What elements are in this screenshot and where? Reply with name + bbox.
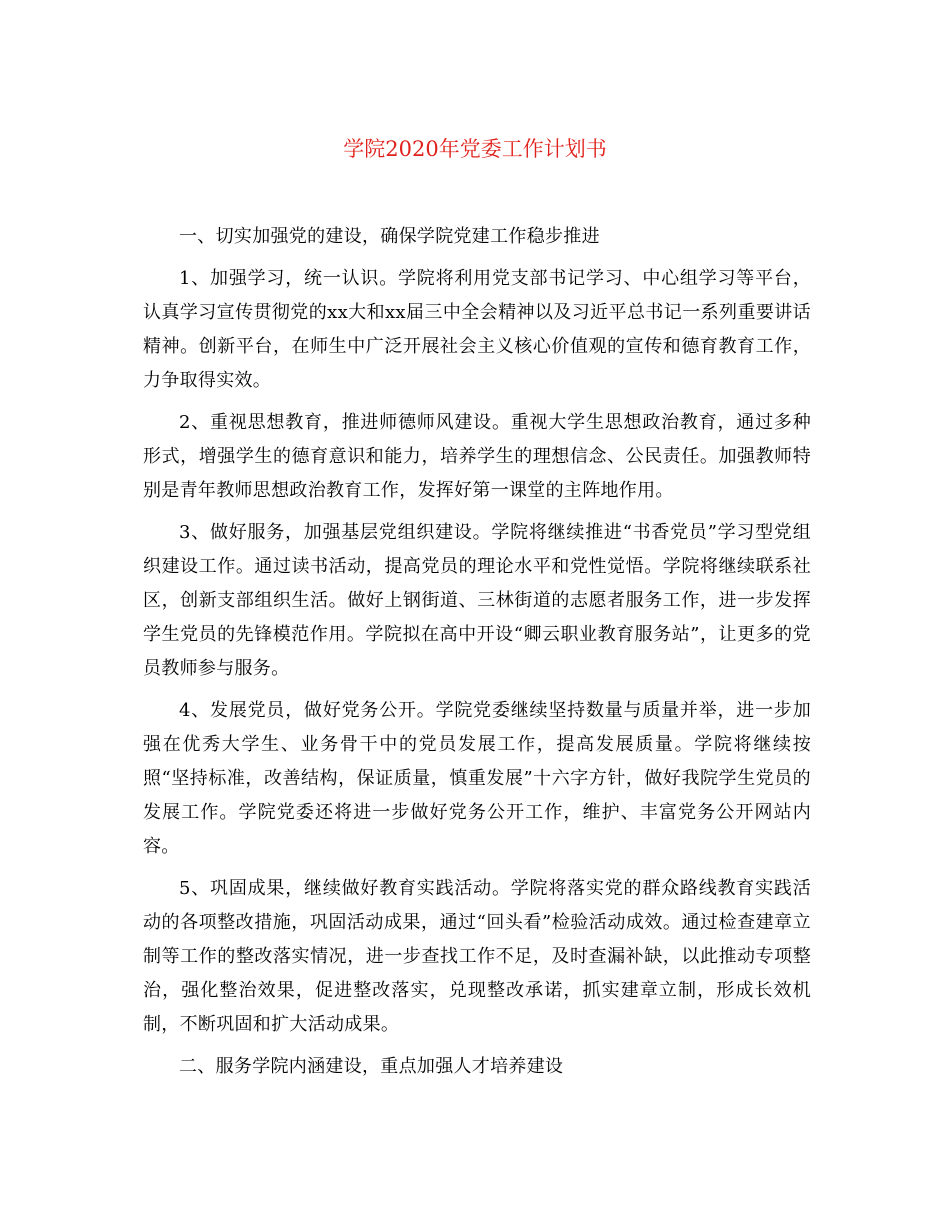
paragraph-item-3: 3、做好服务，加强基层党组织建设。学院将继续推进“书香党员”学习型党组织建设工作。通过读书活动，提高党员的理论水平和党性觉悟。学院将继续联系社区，创新支部组织生活。做好上钢街道、三林街道的志愿者服务工作，进一步发挥学生党员的先锋模范作用。学院拟在高中开设“卿云职业教育服务站”，让更多的党员教师参与服务。: [143, 522, 811, 679]
paragraph-item-5: 5、巩固成果，继续做好教育实践活动。学院将落实党的群众路线教育实践活动的各项整改措施，巩固活动成果，通过“回头看”检验活动成效。通过检查建章立制等工作的整改落实情况，进一步查找工作不足，及时查漏补缺，以此推动专项整治，强化整治效果，促进整改落实，兑现整改承诺，抓实建章立制，形成长效机制，不断巩固和扩大活动成果。: [143, 878, 811, 1035]
paragraph-item-4: 4、发展党员，做好党务公开。学院党委继续坚持数量与质量并举，进一步加强在优秀大学生、业务骨干中的党员发展工作，提高发展质量。学院将继续按照“坚持标准，改善结构，保证质量，慎重发展”十六字方针，做好我院学生党员的发展工作。学院党委还将进一步做好党务公开工作，维护、丰富党务公开网站内容。: [143, 700, 811, 857]
document-title: 学院2020年党委工作计划书: [343, 137, 607, 161]
section-heading-2: 二、服务学院内涵建设，重点加强人才培养建设: [179, 1056, 564, 1077]
section-heading-1: 一、切实加强党的建设，确保学院党建工作稳步推进: [179, 226, 600, 247]
document-body: [143, 220, 811, 1092]
paragraph-item-2: 2、重视思想教育，推进师德师风建设。重视大学生思想政治教育，通过多种形式，增强学生的德育意识和能力，培养学生的理想信念、公民责任。加强教师特别是青年教师思想政治教育工作，发挥好第一课堂的主阵地作用。: [143, 412, 811, 501]
paragraph-item-1: 1、加强学习，统一认识。学院将利用党支部书记学习、中心组学习等平台，认真学习宣传贯彻党的xx大和xx届三中全会精神以及习近平总书记一系列重要讲话精神。创新平台，在师生中广泛开展社会主义核心价值观的宣传和德育教育工作，力争取得实效。: [143, 268, 811, 391]
